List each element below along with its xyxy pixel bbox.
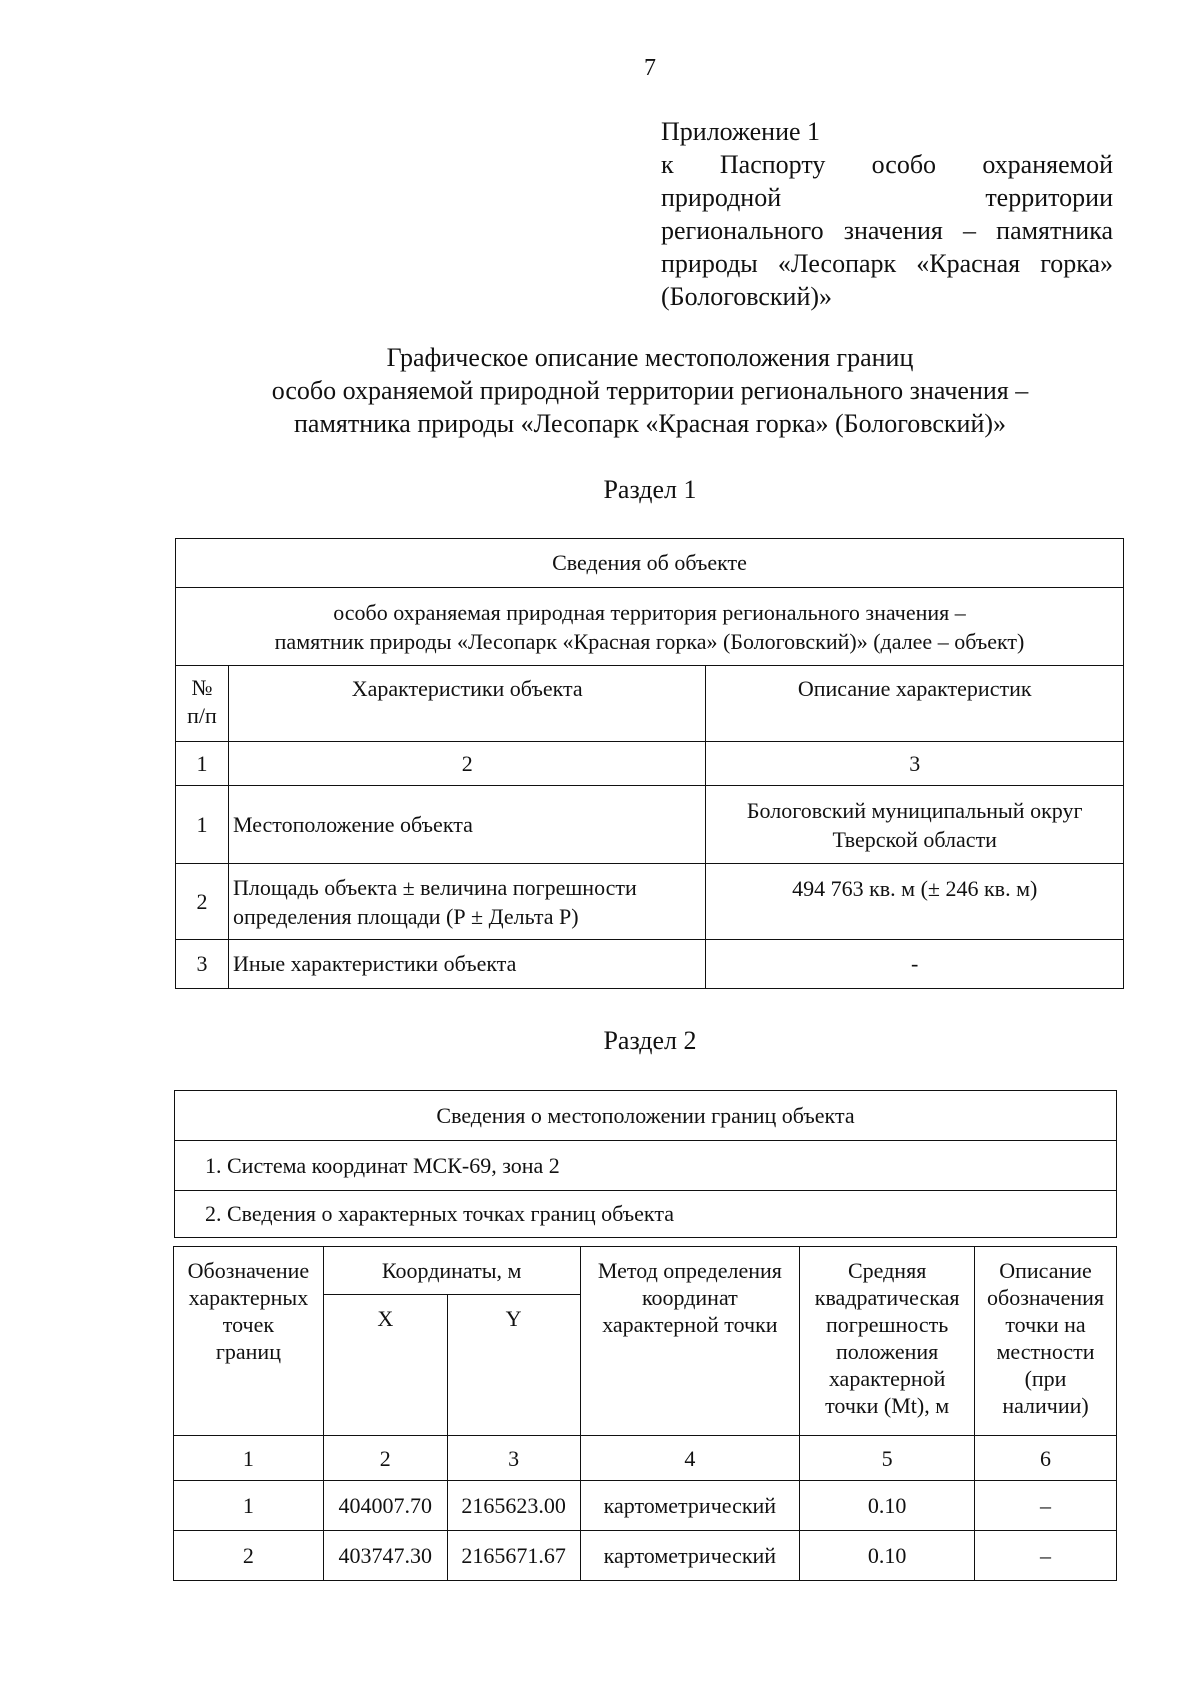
point-description: –: [975, 1481, 1117, 1531]
column-index: 6: [975, 1436, 1117, 1481]
object-name-cell: [176, 588, 1124, 666]
column-index: 2: [323, 1436, 447, 1481]
section1-heading: Раздел 1: [603, 475, 697, 504]
table-row: [176, 786, 1124, 864]
table-row: [174, 1531, 1117, 1581]
column-header-text: границ: [215, 1339, 281, 1364]
column-header-text: положения: [836, 1339, 939, 1364]
table-row: [174, 1481, 1117, 1531]
section2-heading: Раздел 2: [603, 1026, 697, 1055]
column-header-text: точки (Mt), м: [825, 1393, 950, 1418]
column-header-text: обозначения: [987, 1285, 1105, 1310]
column-header-text: погрешность: [826, 1312, 949, 1337]
column-header-text: квадратическая: [814, 1285, 960, 1310]
characteristic-cell: Местоположение объекта: [228, 786, 705, 864]
x-coordinate: 404007.70: [323, 1481, 447, 1531]
column-header-x: X: [323, 1295, 447, 1436]
column-header-text: характерной точки: [602, 1312, 778, 1337]
x-coordinate: 403747.30: [323, 1531, 447, 1581]
column-index: 2: [228, 742, 705, 786]
column-header-text: Средняя: [847, 1258, 927, 1283]
appendix-line: природы «Лесопарк «Красная горка»: [661, 249, 1113, 278]
object-info-table: [175, 538, 1124, 989]
column-index: 1: [174, 1436, 324, 1481]
description-cell: [706, 786, 1124, 864]
column-header-text: Обозначение: [187, 1258, 310, 1283]
boundary-points-table: [173, 1246, 1117, 1581]
method-cell: картометрический: [580, 1481, 800, 1531]
column-header-y: Y: [447, 1295, 580, 1436]
title-line: особо охраняемой природной территории регионального значения –: [271, 376, 1029, 405]
table-row: [176, 864, 1124, 940]
appendix-line: регионального значения – памятника: [661, 216, 1113, 245]
column-header-description: [975, 1247, 1117, 1436]
appendix-line: к Паспорту особо охраняемой: [661, 150, 1113, 179]
method-cell: картометрический: [580, 1531, 800, 1581]
title-line: памятника природы «Лесопарк «Красная горка» (Бологовский)»: [293, 409, 1007, 438]
description-line: Бологовский муниципальный округ: [746, 797, 1083, 823]
appendix-line: природной территории: [661, 183, 1113, 212]
appendix-block: [661, 115, 1113, 313]
column-header-text: местности: [996, 1339, 1095, 1364]
y-coordinate: 2165623.00: [447, 1481, 580, 1531]
characteristic-cell: Иные характеристики объекта: [228, 940, 705, 989]
point-description: –: [975, 1531, 1117, 1581]
description-cell: 494 763 кв. м (± 246 кв. м): [706, 864, 1124, 940]
column-header-text: характерной: [828, 1366, 946, 1391]
column-index: 3: [447, 1436, 580, 1481]
column-header-text: координат: [641, 1285, 738, 1310]
column-header-error: [800, 1247, 975, 1436]
column-header-characteristic: Характеристики объекта: [228, 666, 705, 742]
row-number: 3: [176, 940, 229, 989]
description-cell: -: [706, 940, 1124, 989]
characteristic-line: Площадь объекта ± величина погрешности: [232, 874, 637, 900]
boundary-info-table: [174, 1090, 1117, 1238]
coordinate-system: 1. Система координат МСК-69, зона 2: [175, 1141, 1117, 1191]
points-info-heading: 2. Сведения о характерных точках границ объекта: [175, 1191, 1117, 1238]
row-number: 2: [176, 864, 229, 940]
appendix-line: Приложение 1: [661, 117, 821, 146]
column-header-text: точек: [222, 1312, 275, 1337]
column-header-text: точки на: [1005, 1312, 1086, 1337]
column-index: 5: [800, 1436, 975, 1481]
title-line: Графическое описание местоположения границ: [386, 343, 914, 372]
document-title: [180, 341, 1120, 440]
error-cell: 0.10: [800, 1481, 975, 1531]
point-id: 1: [174, 1481, 324, 1531]
characteristic-cell: [228, 864, 705, 940]
column-index: 1: [176, 742, 229, 786]
column-header-description: Описание характеристик: [706, 666, 1124, 742]
y-coordinate: 2165671.67: [447, 1531, 580, 1581]
column-header-text: (при: [1024, 1366, 1067, 1391]
characteristic-line: определения площади (Р ± Дельта Р): [232, 903, 579, 929]
column-header-text: наличии): [1002, 1393, 1089, 1418]
table-header: Сведения о местоположении границ объекта: [175, 1091, 1117, 1141]
column-index: 3: [706, 742, 1124, 786]
point-id: 2: [174, 1531, 324, 1581]
column-index: 4: [580, 1436, 800, 1481]
column-header-coordinates: Координаты, м: [323, 1247, 580, 1295]
column-header-text: Описание: [999, 1258, 1092, 1283]
column-header-text: №: [191, 675, 213, 700]
column-header-method: [580, 1247, 800, 1436]
row-number: 1: [176, 786, 229, 864]
table-header: Сведения об объекте: [176, 539, 1124, 588]
description-line: Тверской области: [832, 826, 997, 852]
error-cell: 0.10: [800, 1531, 975, 1581]
column-header-text: п/п: [187, 703, 217, 728]
table-row: [176, 940, 1124, 989]
page-number: 7: [644, 55, 656, 81]
column-header-point: [174, 1247, 324, 1436]
column-header-num: [176, 666, 229, 742]
object-name-line: памятник природы «Лесопарк «Красная горка» (Бологовский)» (далее – объект): [274, 628, 1025, 654]
column-header-text: характерных: [188, 1285, 309, 1310]
column-header-text: Метод определения: [597, 1258, 782, 1283]
object-name-line: особо охраняемая природная территория регионального значения –: [333, 599, 966, 625]
appendix-line: (Бологовский)»: [661, 282, 833, 311]
